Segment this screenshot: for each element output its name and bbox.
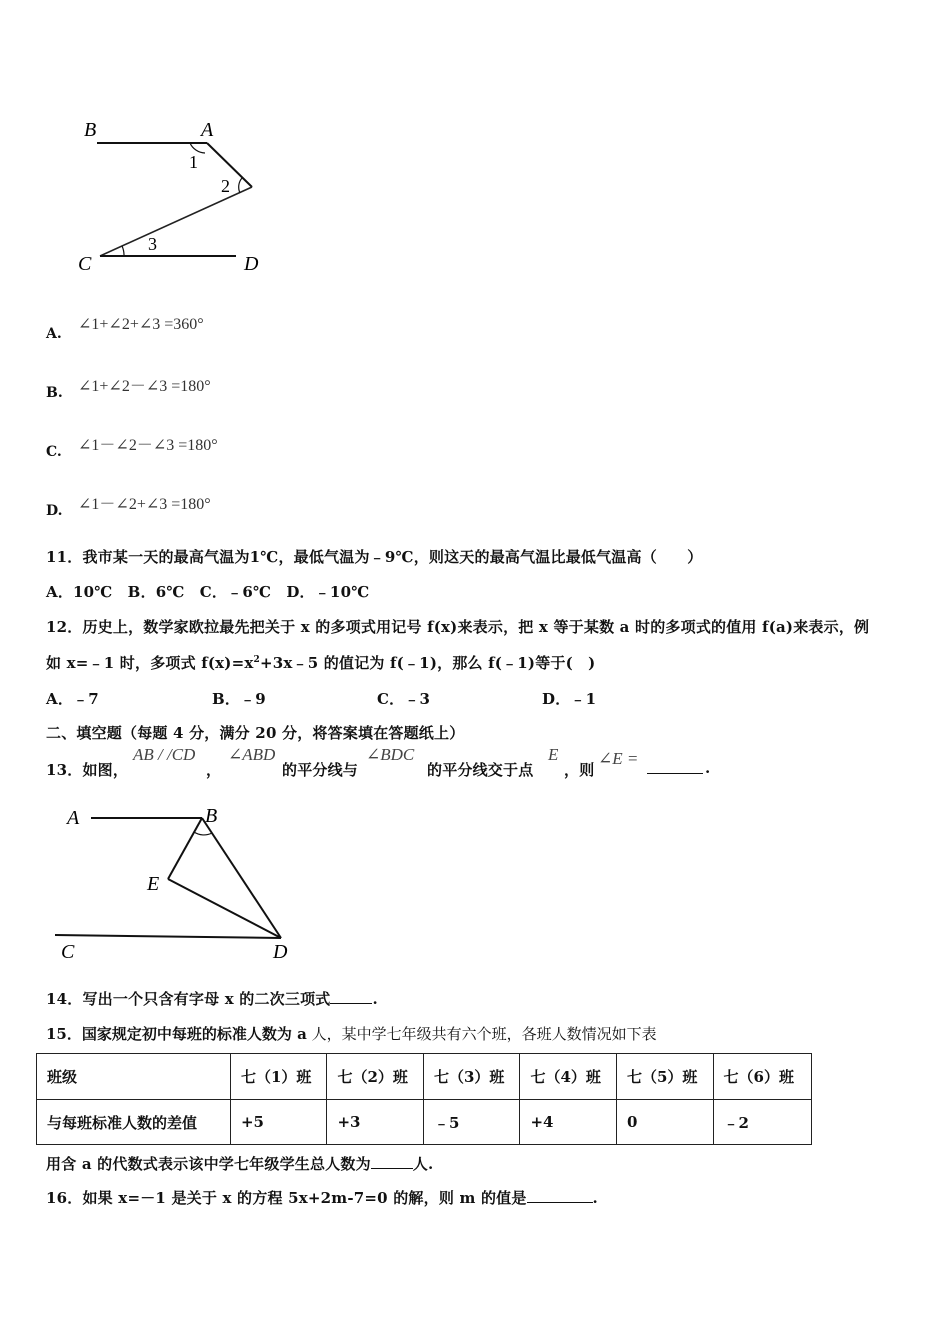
option-d-expr: ∠1－∠2+∠3 =180° <box>78 496 211 513</box>
figure-angles-svg <box>70 110 280 280</box>
table-header-cell: 七（6）班 <box>713 1054 811 1100</box>
table-header-cell: 七（2）班 <box>327 1054 424 1100</box>
q16-end: . <box>592 1189 598 1207</box>
q13-sep: ， <box>206 761 222 779</box>
line-bd <box>202 818 281 938</box>
label-a: A <box>67 807 80 829</box>
table-cell: ﹣2 <box>713 1100 811 1145</box>
label-c: C <box>78 253 92 275</box>
figure-angles <box>70 110 280 280</box>
class-table <box>36 1053 812 1145</box>
q15-answer-suffix: 人. <box>412 1155 434 1173</box>
option-b-expr: ∠1+∠2－∠3 =180° <box>78 378 211 395</box>
label-b: B <box>205 805 218 827</box>
q15-normal-part: 人，某中学七年级共有六个班，各班人数情况如下表 <box>306 1025 657 1043</box>
table-cell: 0 <box>617 1100 714 1145</box>
q16 <box>46 1187 598 1208</box>
section-heading: 二、填空题（每题 4 分，满分 20 分，将答案填在答题纸上） <box>46 724 465 742</box>
table-header-cell: 七（4）班 <box>520 1054 617 1100</box>
table-cell: +3 <box>327 1100 424 1145</box>
angle2-arc <box>239 178 242 193</box>
q14-answer-blank[interactable] <box>330 989 372 1004</box>
q13-math-angle-e: ∠E = <box>598 749 639 768</box>
label-angle2: 2 <box>221 176 230 196</box>
line-ed <box>168 879 281 938</box>
q13-math-parallel: AB / /CD <box>133 745 196 764</box>
table-row <box>37 1100 812 1145</box>
table-header-cell: 七（1）班 <box>230 1054 327 1100</box>
angle3-arc <box>122 246 124 256</box>
q14-text: 14．写出一个只含有字母 x 的二次三项式 <box>46 990 331 1008</box>
q13-math-abd: ∠ABD <box>228 745 276 764</box>
label-angle1: 1 <box>189 152 198 172</box>
q12-option-b[interactable]: B．﹣9 <box>212 690 266 708</box>
line-vertex-c <box>100 187 252 256</box>
q13-prefix: 13．如图， <box>46 761 129 779</box>
label-b: B <box>84 119 97 141</box>
q11-options: A．10℃ B．6℃ C．﹣6℃ D．﹣10℃ <box>46 583 370 601</box>
q15-answer-line <box>46 1153 433 1174</box>
q15-answer-blank[interactable] <box>371 1154 413 1169</box>
q13-mid1: 的平分线与 <box>282 761 359 779</box>
line-cd <box>55 935 281 938</box>
label-angle3: 3 <box>148 234 157 254</box>
label-c: C <box>61 941 75 963</box>
q12-line1: 12．历史上，数学家欧拉最先把关于 x 的多项式用记号 f(x)来表示，把 x 等于某数 a 时的多项式的值用 f(a)来表示，例 <box>46 618 870 636</box>
q12-option-c[interactable]: C．﹣3 <box>377 690 431 708</box>
table-cell: 与每班标准人数的差值 <box>37 1100 231 1145</box>
angle-b-arc <box>194 832 212 835</box>
q12-line2-b: +3x﹣5 的值记为 f(﹣1)，那么 f(﹣1)等于( ) <box>260 654 596 672</box>
label-a: A <box>201 119 214 141</box>
q13-math-bdc: ∠BDC <box>366 745 415 764</box>
option-d-letter: D. <box>46 503 63 519</box>
figure-bisectors-svg <box>55 798 305 968</box>
label-e: E <box>147 873 160 895</box>
figure-bisectors <box>55 798 305 968</box>
q13-math-e: E <box>548 745 559 764</box>
q15-bold-part: 15．国家规定初中每班的标准人数为 a <box>46 1025 307 1043</box>
q16-text: 16．如果 x=－1 是关于 x 的方程 5x+2m-7=0 的解，则 m 的值是 <box>46 1189 527 1207</box>
q13-mid3: ，则 <box>564 761 595 779</box>
q13-end: . <box>705 759 711 777</box>
option-c-letter: C. <box>46 444 62 460</box>
line-be <box>168 818 202 879</box>
q13-mid2: 的平分线交于点 <box>427 761 534 779</box>
q12-option-a[interactable]: A．﹣7 <box>46 690 99 708</box>
q13-stem <box>46 745 926 781</box>
q14 <box>46 988 378 1009</box>
table-header-cell: 班级 <box>37 1054 231 1100</box>
q12-line2-a: 如 x=﹣1 时，多项式 f(x)=x <box>46 654 254 672</box>
option-b-letter: B. <box>46 385 63 401</box>
q15-answer-prefix: 用含 a 的代数式表示该中学七年级学生总人数为 <box>46 1155 371 1173</box>
label-d: D <box>244 253 259 275</box>
table-header-row <box>37 1054 812 1100</box>
table-header-cell: 七（3）班 <box>423 1054 520 1100</box>
option-c-expr: ∠1－∠2－∠3 =180° <box>78 437 218 454</box>
q12-superscript: 2 <box>253 655 260 665</box>
table-header-cell: 七（5）班 <box>617 1054 714 1100</box>
table-cell: +5 <box>230 1100 327 1145</box>
q14-end: . <box>372 990 378 1008</box>
table-cell: +4 <box>520 1100 617 1145</box>
q12-line2 <box>46 652 595 673</box>
q13-answer-blank[interactable] <box>647 759 703 774</box>
label-d: D <box>273 941 288 963</box>
q15-stem <box>46 1023 657 1044</box>
option-a-letter: A. <box>46 326 62 342</box>
option-a-expr: ∠1+∠2+∠3 =360° <box>78 316 204 333</box>
table-cell: ﹣5 <box>423 1100 520 1145</box>
q11-stem: 11．我市某一天的最高气温为1℃，最低气温为﹣9℃，则这天的最高气温比最低气温高（ ） <box>46 548 703 566</box>
q16-answer-blank[interactable] <box>527 1188 593 1203</box>
q12-option-d[interactable]: D．﹣1 <box>542 690 597 708</box>
